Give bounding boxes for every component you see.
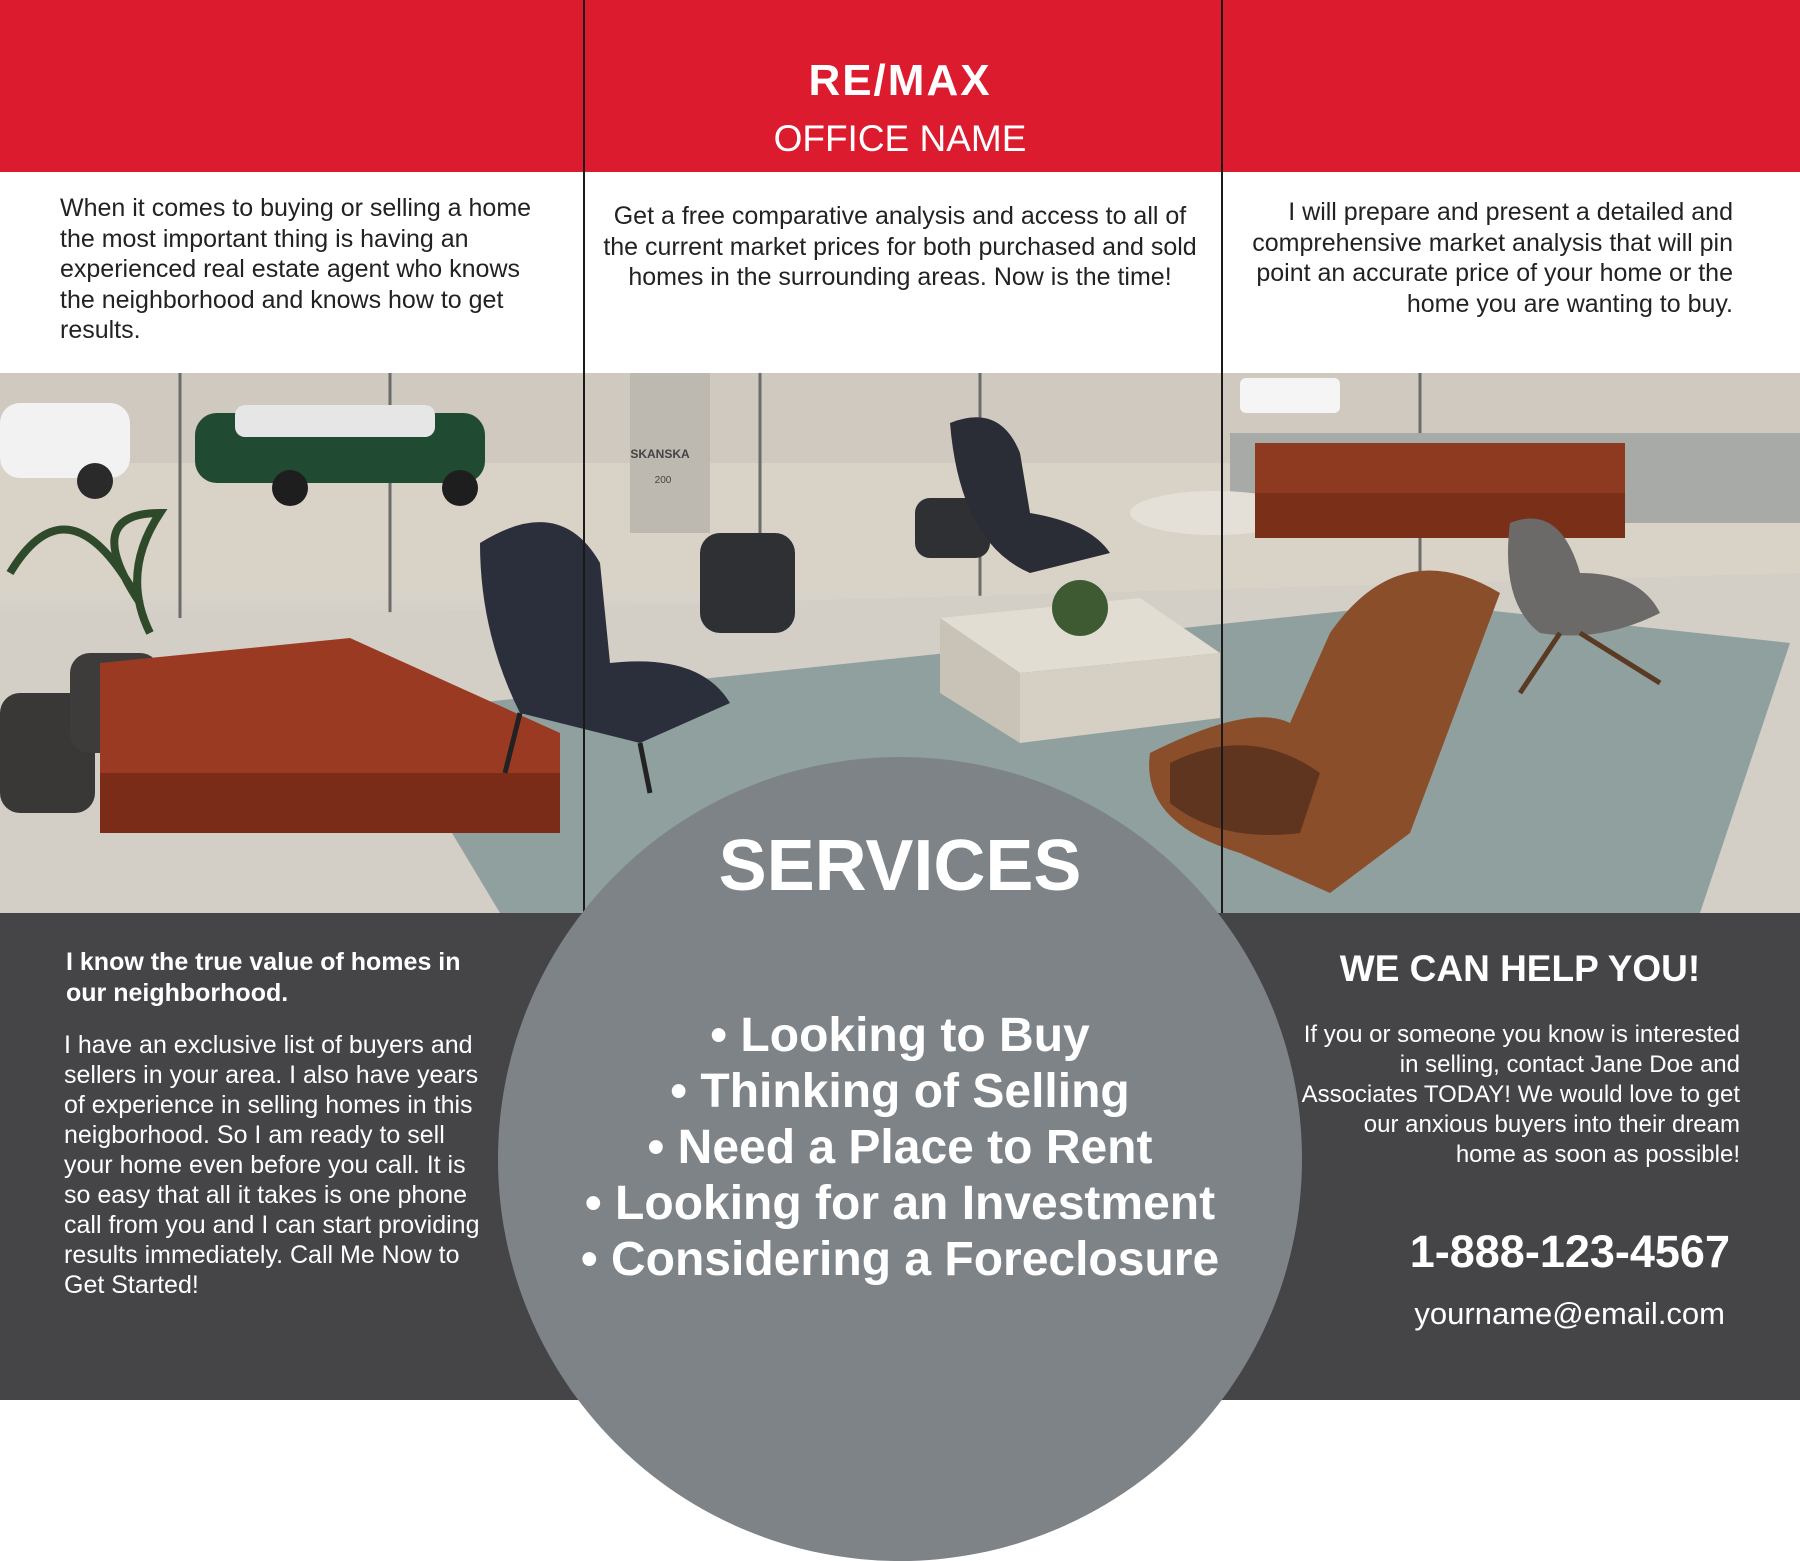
skanska-sign	[630, 373, 710, 533]
service-item: • Looking for an Investment	[584, 1177, 1216, 1230]
header-banner	[0, 0, 1800, 172]
services-list	[498, 1008, 1302, 1288]
fold-line-right	[1221, 0, 1223, 913]
sign-number: 200	[654, 475, 672, 486]
office-name: OFFICE NAME	[773, 118, 1027, 159]
ottoman	[700, 533, 795, 633]
red-sofa-right	[1255, 443, 1625, 538]
intro-text-left: When it comes to buying or selling a home the most important thing is having an experienced real estate agent who knows the neighborhood and knows how to get results.	[60, 194, 532, 344]
phone-number[interactable]: 1-888-123-4567	[1409, 1226, 1730, 1277]
service-item: • Thinking of Selling	[670, 1065, 1130, 1118]
remax-logo: RE/MAX	[808, 56, 992, 105]
email-address[interactable]: yourname@email.com	[1414, 1296, 1725, 1331]
services-title: SERVICES	[718, 826, 1082, 906]
service-item: • Need a Place to Rent	[647, 1121, 1153, 1174]
service-item: • Considering a Foreclosure	[580, 1233, 1220, 1286]
sign-text: SKANSKA	[630, 447, 690, 461]
intro-text-center: Get a free comparative analysis and access to all of the current market prices for both purchased and sold homes in the surrounding areas. Now is the time!	[603, 202, 1197, 291]
left-heading: I know the true value of homes in our neighborhood.	[66, 948, 461, 1007]
intro-text-right: I will prepare and present a detailed and comprehensive market analysis that will pin point an accurate price of your home or the home you are wanting to buy.	[1252, 198, 1733, 318]
service-item: • Looking to Buy	[710, 1009, 1090, 1062]
left-body: I have an exclusive list of buyers and sellers in your area. I also have years of experience in selling homes in this neigborhood. So I am ready to sell your home even before you call. It is so easy that all it takes is one phone call from you and I can start providing results immediately. Call Me Now to Get Started!	[64, 1031, 480, 1299]
right-heading: WE CAN HELP YOU!	[1339, 948, 1701, 989]
right-body: If you or someone you know is interested in selling, contact Jane Doe and Associates TODAY! We would love to get our anxious buyers into their dream home as soon as possible!	[1301, 1021, 1740, 1168]
fold-line-left	[583, 0, 585, 913]
white-truck	[1240, 378, 1340, 413]
